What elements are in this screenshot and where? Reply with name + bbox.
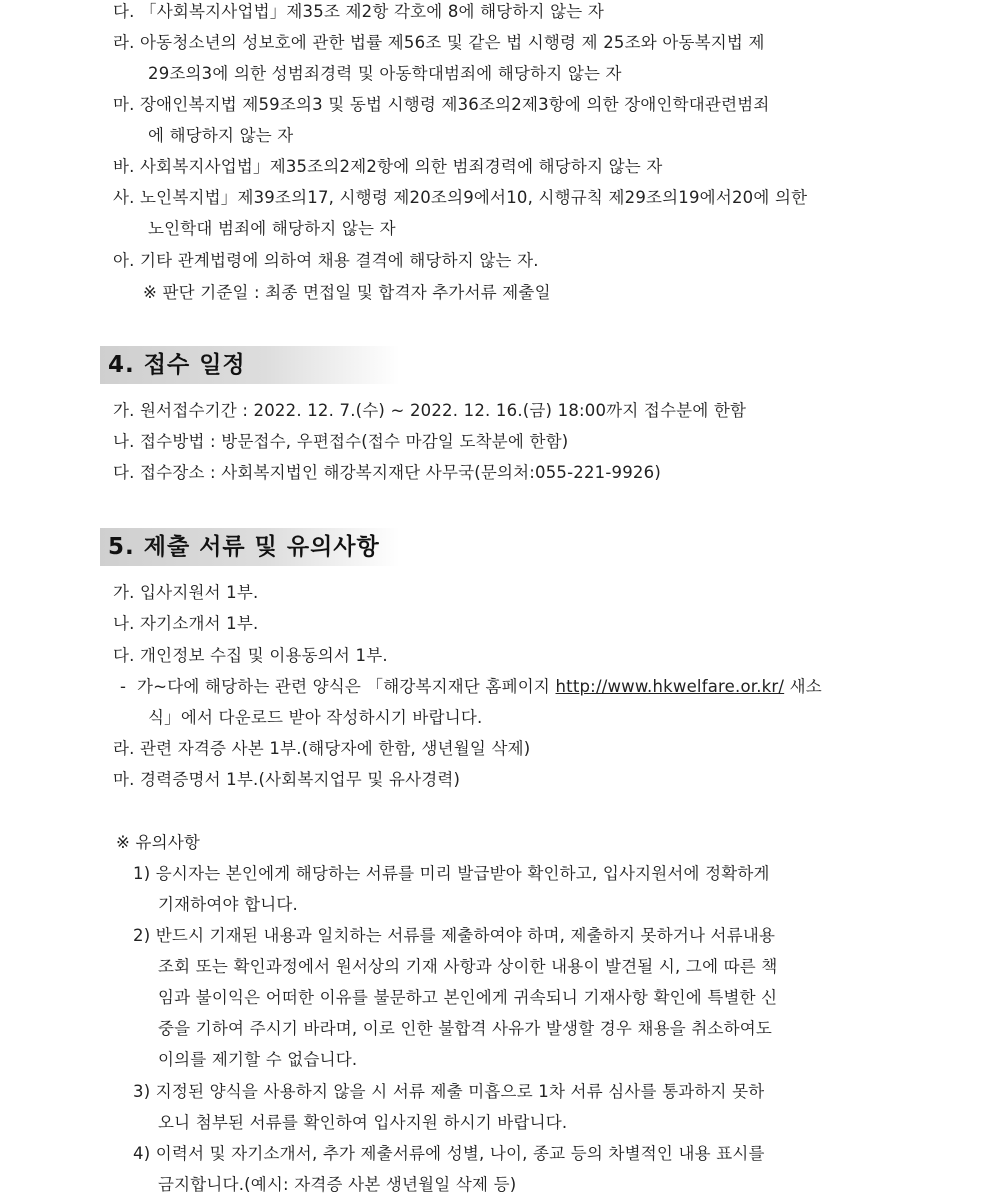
item-marker: 다.	[113, 2, 135, 21]
item-text: 이력서 및 자기소개서, 추가 제출서류에 성별, 나이, 종교 등의 차별적인 내용 표시를	[155, 1144, 765, 1163]
item-marker: 2)	[133, 926, 151, 945]
item-text: 자기소개서 1부.	[140, 614, 259, 633]
caution-item-cont: 기재하여야 합니다.	[158, 895, 299, 914]
item-marker: 아.	[113, 251, 135, 270]
document-item	[113, 768, 460, 792]
section-5-title: 5. 제출 서류 및 유의사항	[108, 534, 380, 560]
document-item	[113, 581, 258, 605]
qualification-sa-cont: 노인학대 범죄에 해당하지 않는 자	[148, 219, 396, 238]
caution-item-cont: 이의를 제기할 수 없습니다.	[158, 1050, 358, 1069]
item-marker: 바.	[113, 157, 135, 176]
item-text: 관련 자격증 사본 1부.(해당자에 한함, 생년월일 삭제)	[140, 739, 531, 758]
schedule-item	[113, 430, 568, 454]
item-marker: 마.	[113, 95, 135, 114]
item-marker: 나.	[113, 614, 135, 633]
note-text-end: 새소	[789, 677, 822, 696]
item-text: 원서접수기간 : 2022. 12. 7.(수) ~ 2022. 12. 16.(금) 18:00까지 접수분에 한함	[140, 401, 747, 420]
caution-item	[133, 1142, 765, 1166]
cautions-title: ※ 유의사항	[116, 833, 201, 852]
homepage-link[interactable]: http://www.hkwelfare.or.kr/	[555, 677, 785, 696]
schedule-item	[113, 399, 746, 423]
document-item	[113, 612, 258, 636]
item-marker: 라.	[113, 739, 135, 758]
form-download-note	[120, 675, 822, 699]
item-text: 「사회복지사업법」제35조 제2항 각호에 8에 해당하지 않는 자	[140, 2, 604, 21]
qualification-ra	[113, 31, 765, 55]
qualification-ma	[113, 93, 770, 117]
item-marker: 나.	[113, 432, 135, 451]
qualification-a	[113, 249, 539, 273]
item-text: 노인복지법」제39조의17, 시행령 제20조의9에서10, 시행규칙 제29조의19에서20에 의한	[140, 188, 808, 207]
judgment-date-note: ※ 판단 기준일 : 최종 면접일 및 합격자 추가서류 제출일	[143, 283, 551, 302]
dash-marker: -	[120, 677, 127, 696]
item-text: 접수장소 : 사회복지법인 해강복지재단 사무국(문의처:055-221-9926)	[140, 463, 661, 482]
item-marker: 사.	[113, 188, 135, 207]
schedule-item	[113, 461, 661, 485]
item-text: 반드시 기재된 내용과 일치하는 서류를 제출하여야 하며, 제출하지 못하거나 서류내용	[155, 926, 776, 945]
item-text: 지정된 양식을 사용하지 않을 시 서류 제출 미흡으로 1차 서류 심사를 통과하지 못하	[155, 1082, 765, 1101]
section-4-title: 4. 접수 일정	[108, 352, 246, 378]
qualification-ba	[113, 155, 663, 179]
qualification-da	[113, 0, 604, 24]
caution-item-cont: 금지합니다.(예시: 자격증 사본 생년월일 삭제 등)	[158, 1175, 517, 1194]
caution-item	[133, 862, 770, 886]
document-item	[113, 644, 388, 668]
item-text: 아동청소년의 성보호에 관한 법률 제56조 및 같은 법 시행령 제 25조와 아동복지법 제	[140, 33, 765, 52]
item-marker: 가.	[113, 401, 135, 420]
caution-item	[133, 924, 775, 948]
item-marker: 다.	[113, 646, 135, 665]
caution-item-cont: 오니 첨부된 서류를 확인하여 입사지원 하시기 바랍니다.	[158, 1113, 568, 1132]
caution-item-cont: 임과 불이익은 어떠한 이유를 불문하고 본인에게 귀속되니 기재사항 확인에 특별한 신	[158, 988, 778, 1007]
qualification-ma-cont: 에 해당하지 않는 자	[148, 126, 294, 145]
item-marker: 4)	[133, 1144, 151, 1163]
item-marker: 마.	[113, 770, 135, 789]
item-text: 기타 관계법령에 의하여 채용 결격에 해당하지 않는 자.	[140, 251, 539, 270]
item-marker: 다.	[113, 463, 135, 482]
qualification-sa	[113, 186, 807, 210]
item-text: 장애인복지법 제59조의3 및 동법 시행령 제36조의2제3항에 의한 장애인학대관련범죄	[140, 95, 770, 114]
item-text: 입사지원서 1부.	[140, 583, 259, 602]
item-text: 개인정보 수집 및 이용동의서 1부.	[140, 646, 388, 665]
caution-item-cont: 조회 또는 확인과정에서 원서상의 기재 사항과 상이한 내용이 발견될 시, 그에 따른 책	[158, 957, 778, 976]
caution-item	[133, 1080, 764, 1104]
item-marker: 가.	[113, 583, 135, 602]
form-download-note-cont: 식」에서 다운로드 받아 작성하시기 바랍니다.	[148, 708, 483, 727]
item-text: 접수방법 : 방문접수, 우편접수(접수 마감일 도착분에 한함)	[140, 432, 569, 451]
section-5-header	[100, 528, 400, 566]
item-text: 사회복지사업법」제35조의2제2항에 의한 범죄경력에 해당하지 않는 자	[140, 157, 663, 176]
document-item	[113, 737, 530, 761]
item-text: 경력증명서 1부.(사회복지업무 및 유사경력)	[140, 770, 461, 789]
item-text: 응시자는 본인에게 해당하는 서류를 미리 발급받아 확인하고, 입사지원서에 정확하게	[155, 864, 770, 883]
section-4-header	[100, 346, 400, 384]
item-marker: 1)	[133, 864, 151, 883]
item-marker: 라.	[113, 33, 135, 52]
item-marker: 3)	[133, 1082, 151, 1101]
note-text: 가~다에 해당하는 관련 양식은 「해강복지재단 홈페이지	[137, 677, 551, 696]
caution-item-cont: 중을 기하여 주시기 바라며, 이로 인한 불합격 사유가 발생할 경우 채용을 취소하여도	[158, 1019, 773, 1038]
qualification-ra-cont: 29조의3에 의한 성범죄경력 및 아동학대범죄에 해당하지 않는 자	[148, 64, 622, 83]
